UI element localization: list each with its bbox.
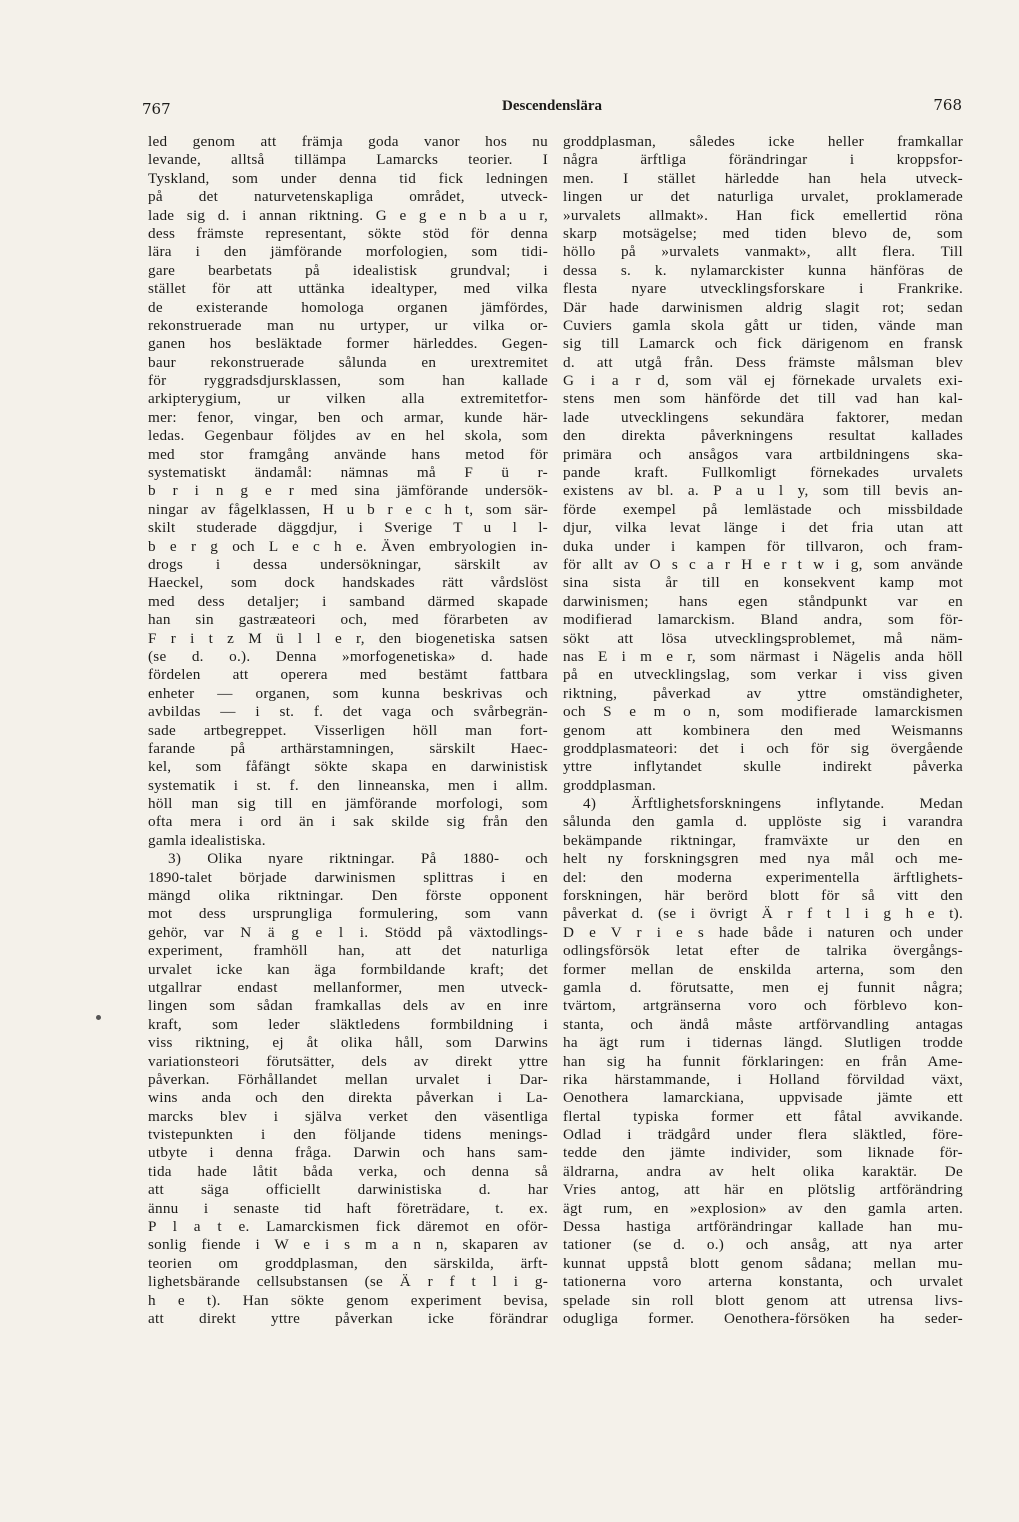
text-line: enheter — organen, som kunna beskrivas och (148, 684, 548, 702)
text-line: att säga officiellt darwinistiska d. har (148, 1181, 548, 1199)
text-line: mängd olika riktningar. Den förste opponent (148, 887, 548, 905)
text-line: spelade sin roll blott genom att utrensa livs- (563, 1291, 963, 1309)
text-line: farande på arthärstamningen, särskilt Haec- (148, 739, 548, 757)
text-line: lingen som sådan framkallas dels av en inre (148, 997, 548, 1015)
text-column-left (148, 133, 548, 1328)
text-line: Dessa hastiga artförändringar kallade han mu- (563, 1218, 963, 1236)
text-line: systematik i st. f. den linneanska, men i allm. (148, 776, 548, 794)
text-line: bekämpande riktningar, framväxte ur den en (563, 831, 963, 849)
text-line: G i a r d, som väl ej förnekade urvalets exi- (563, 372, 963, 390)
text-line: experiment, framhöll han, att det naturliga (148, 942, 548, 960)
text-line: dessa s. k. nylamarckister kunna hänföras de (563, 261, 963, 279)
text-line: nas E i m e r, som närmast i Nägelis anda höll (563, 647, 963, 665)
text-line: urvalet icke kan äga formbildande kraft; det (148, 960, 548, 978)
text-line: Där hade darwinismen aldrig slagit rot; sedan (563, 298, 963, 316)
text-line: rika härstammande, i Holland förvildad växt, (563, 1070, 963, 1088)
text-line: sade artbegreppet. Visserligen höll man fort- (148, 721, 548, 739)
text-line: tationerna voro arterna konstanta, och urvalet (563, 1273, 963, 1291)
page-number-left: 767 (142, 100, 171, 118)
text-line: del: den moderna experimentella ärftlighets- (563, 868, 963, 886)
text-line: förde exempel på lemlästade och missbildade (563, 500, 963, 518)
text-line: lära i den jämförande morfologien, som tidi- (148, 243, 548, 261)
text-line: på en utvecklingslag, som verkar i viss given (563, 666, 963, 684)
text-line: flesta nyare utvecklingsforskare i Frankrike. (563, 280, 963, 298)
text-line: marcks blev i själva verket den väsentliga (148, 1107, 548, 1125)
text-line: för ryggradsdjursklassen, som han kallade (148, 372, 548, 390)
text-line: (se d. o.). Denna »morfogenetiska» d. hade (148, 647, 548, 665)
text-line: påverkat d. (se i övrigt Ä r f t l i g h e t). (563, 905, 963, 923)
text-line: riktning, påverkad av yttre omständigheter, (563, 684, 963, 702)
text-line: tvistepunkten i den följande tidens menings- (148, 1126, 548, 1144)
text-line: duka under i kampen för tillvaron, och fram- (563, 537, 963, 555)
text-line: viss riktning, ej åt olika håll, som Darwins (148, 1034, 548, 1052)
text-line: Oenothera lamarckiana, uppvisade jämte ett (563, 1089, 963, 1107)
text-line: led genom att främja goda vanor hos nu (148, 133, 548, 150)
text-column-right (563, 133, 963, 1328)
text-line: ägt rum, en »explosion» av den gamla arten. (563, 1199, 963, 1217)
text-line: kel, som fåfängt sökte skapa en darwinistisk (148, 758, 548, 776)
text-line: men. I stället härledde han hela utveck- (563, 169, 963, 187)
text-line: avbildas — i st. f. det vaga och svårbegrän- (148, 703, 548, 721)
text-line: Vries antog, att här en plötslig artförändring (563, 1181, 963, 1199)
text-line: variationsteori förutsätter, dels av direkt yttre (148, 1052, 548, 1070)
margin-dot (96, 1015, 101, 1020)
text-line: systematiskt ändamål: nämnas må F ü r- (148, 464, 548, 482)
text-line: kunnat uppstå blott genom sådana; mellan mu- (563, 1254, 963, 1272)
text-line: med stor framgång använde hans metod för (148, 445, 548, 463)
text-line: groddplasmateori: det i och för sig övergående (563, 739, 963, 757)
text-line: gamla idealistiska. (148, 831, 266, 849)
text-line: för allt av O s c a r H e r t w i g, som använde (563, 555, 963, 573)
page-number-right: 768 (933, 96, 962, 114)
text-line: lade sig d. i annan riktning. G e g e n b a u r, (148, 206, 548, 224)
text-line: mot dess ursprungliga formulering, som vann (148, 905, 548, 923)
text-line: 3) Olika nyare riktningar. På 1880- och (168, 850, 548, 868)
text-line: odugliga former. Oenothera-försöken ha seder- (563, 1310, 963, 1327)
text-line: lighetsbärande cellsubstansen (se Ä r f t l i g- (148, 1273, 548, 1291)
text-line: den direkta påverkningens resultat kallades (563, 427, 963, 445)
text-line: darwinismen; hans egen ståndpunkt var en (563, 592, 963, 610)
text-line: stanta, och ändå måste artförvandling antagas (563, 1015, 963, 1033)
text-line: påverkan. Förhållandet mellan urvalet i Dar- (148, 1070, 548, 1088)
text-line: gare bearbetats på idealistisk grundval; i (148, 261, 548, 279)
text-line: ningar av fågelklassen, H u b r e c h t, som sär- (148, 500, 548, 518)
text-line: utgallrar endast mellanformer, men utveck- (148, 978, 548, 996)
text-line: Haeckel, som dock handskades rätt vårdslöst (148, 574, 548, 592)
text-line: Odlad i trädgård under flera släktled, före- (563, 1126, 963, 1144)
text-line: på det naturvetenskapliga området, utveck- (148, 188, 548, 206)
text-line: ganen hos besläktade former härleddes. Gegen- (148, 335, 548, 353)
text-line: ofta mera i ord än i sak skilde sig från den (148, 813, 548, 831)
text-line: tida hade låtit båda verka, och denna så (148, 1162, 548, 1180)
text-line: några ärftliga förändringar i kroppsfor- (563, 151, 963, 169)
text-line: d. att utgå från. Dess främste målsman blev (563, 353, 963, 371)
text-line: b e r g och L e c h e. Även embryologien in- (148, 537, 548, 555)
text-line: yttre inflytandet skulle indirekt påverka (563, 758, 963, 776)
text-line: flertal typiska former ett fåtal avvikande. (563, 1107, 963, 1125)
text-line: djur, vilka levat länge i det fria utan att (563, 519, 963, 537)
text-line: primära och ansågos vara artbildningens ska- (563, 445, 963, 463)
running-title: Descendenslära (502, 98, 602, 114)
text-line: gehör, var N ä g e l i. Stödd på växtodlings- (148, 923, 548, 941)
text-line: modifierad lamarckism. Bland andra, som för- (563, 611, 963, 629)
text-line: pande kraft. Fullkomligt förnekades urvalets (563, 464, 963, 482)
text-line: baur rekonstruerade sålunda en urextremitet (148, 353, 548, 371)
text-line: drogs i dessa undersökningar, särskilt av (148, 555, 548, 573)
text-line: dess främste representant, sökte stöd för denna (148, 224, 548, 242)
page-header (142, 96, 962, 118)
text-line: teorien om groddplasman, den särskilda, ärft- (148, 1254, 548, 1272)
text-line: odlingsförsök letat efter de talrika övergångs- (563, 942, 963, 960)
text-line: gamla d. förutsatte, men ej funnit några; (563, 978, 963, 996)
text-line: tvärtom, artgränserna voro och förblevo kon- (563, 997, 963, 1015)
text-line: ledas. Gegenbaur följdes av en hel skola, som (148, 427, 548, 445)
text-line: kraft, som leder släktledens formbildning i (148, 1015, 548, 1033)
text-line: de existerande homologa organen jämfördes, (148, 298, 548, 316)
text-line: lade utvecklingens sekundära faktorer, medan (563, 408, 963, 426)
text-line: P l a t e. Lamarckismen fick däremot en oför- (148, 1218, 548, 1236)
text-line: tationer (se d. o.) och ansåg, att nya arter (563, 1236, 963, 1254)
text-line: b r i n g e r med sina jämförande undersök- (148, 482, 548, 500)
text-line: höll man sig till en jämförande morfologi, som (148, 795, 548, 813)
text-line: existens av bl. a. P a u l y, som till bevis an- (563, 482, 963, 500)
text-line: stället för att uttänka idealtyper, med vilka (148, 280, 548, 298)
text-line: levande, alltså tillämpa Lamarcks teorier. I (148, 151, 548, 169)
text-line: sonlig fiende i W e i s m a n n, skaparen av (148, 1236, 548, 1254)
text-line: forskningen, här berörd blott för så vitt den (563, 887, 963, 905)
text-line: utbyte i denna fråga. Darwin och hans sam- (148, 1144, 548, 1162)
text-line: sökt att lösa utvecklingsproblemet, må näm- (563, 629, 963, 647)
text-line: 4) Ärftlighetsforskningens inflytande. Medan (583, 795, 963, 813)
text-line: »urvalets allmakt». Han fick emellertid röna (563, 206, 963, 224)
text-line: arkipterygium, ur vilken alla extremitetfor- (148, 390, 548, 408)
text-line: sig till Lamarck och fick därigenom en fransk (563, 335, 963, 353)
text-line: helt ny forskningsgren med nya mål och me- (563, 850, 963, 868)
text-line: wins anda och den direkta påverkan i La- (148, 1089, 548, 1107)
text-line: med dess detaljer; i samband därmed skapade (148, 592, 548, 610)
text-line: Tyskland, som under denna tid fick ledningen (148, 169, 548, 187)
text-line: sina sista år till en konsekvent kamp mot (563, 574, 963, 592)
text-line: sålunda den gamla d. upplöste sig i varandra (563, 813, 963, 831)
text-line: rekonstruerade man nu urtyper, ur vilka or- (148, 316, 548, 334)
text-line: att direkt yttre påverkan icke förändrar (148, 1310, 548, 1327)
text-line: höllo på »urvalets vanmakt», allt flera. Till (563, 243, 963, 261)
text-line: stens men som hänförde det till vad han kal- (563, 390, 963, 408)
text-line: skilt studerade däggdjur, i Sverige T u l l- (148, 519, 548, 537)
text-line: 1890-talet började darwinismen splittras i en (148, 868, 548, 886)
text-line: äldrarna, andra av helt olika karaktär. De (563, 1162, 963, 1180)
text-line: ännu i senaste tid haft företrädare, t. ex. (148, 1199, 548, 1217)
text-line: lingen ur det naturliga urvalet, proklamerade (563, 188, 963, 206)
text-line: groddplasman. (563, 776, 657, 794)
text-line: ha ägt rum i tidernas längd. Slutligen trodde (563, 1034, 963, 1052)
text-line: former mellan de enskilda arterna, som den (563, 960, 963, 978)
text-line: D e V r i e s hade både i naturen och under (563, 923, 963, 941)
text-line: skarp motsägelse; med tiden blevo de, som (563, 224, 963, 242)
text-line: h e t). Han sökte genom experiment bevisa, (148, 1291, 548, 1309)
text-line: tedde den jämte individer, som liknade för- (563, 1144, 963, 1162)
text-line: groddplasman, således icke heller framkallar (563, 133, 963, 150)
text-line: och S e m o n, som modifierade lamarckismen (563, 703, 963, 721)
text-line: mer: fenor, vingar, ben och armar, kunde här- (148, 408, 548, 426)
text-line: han sig ha funnit förklaringen: en från Ame- (563, 1052, 963, 1070)
text-line: genom att kombinera den med Weismanns (563, 721, 963, 739)
text-line: han sin gastræateori och, med förarbeten av (148, 611, 548, 629)
text-line: Cuviers gamla skola gått ur tiden, vände man (563, 316, 963, 334)
text-line: fördelen att operera med bestämt fattbara (148, 666, 548, 684)
text-line: F r i t z M ü l l e r, den biogenetiska satsen (148, 629, 548, 647)
